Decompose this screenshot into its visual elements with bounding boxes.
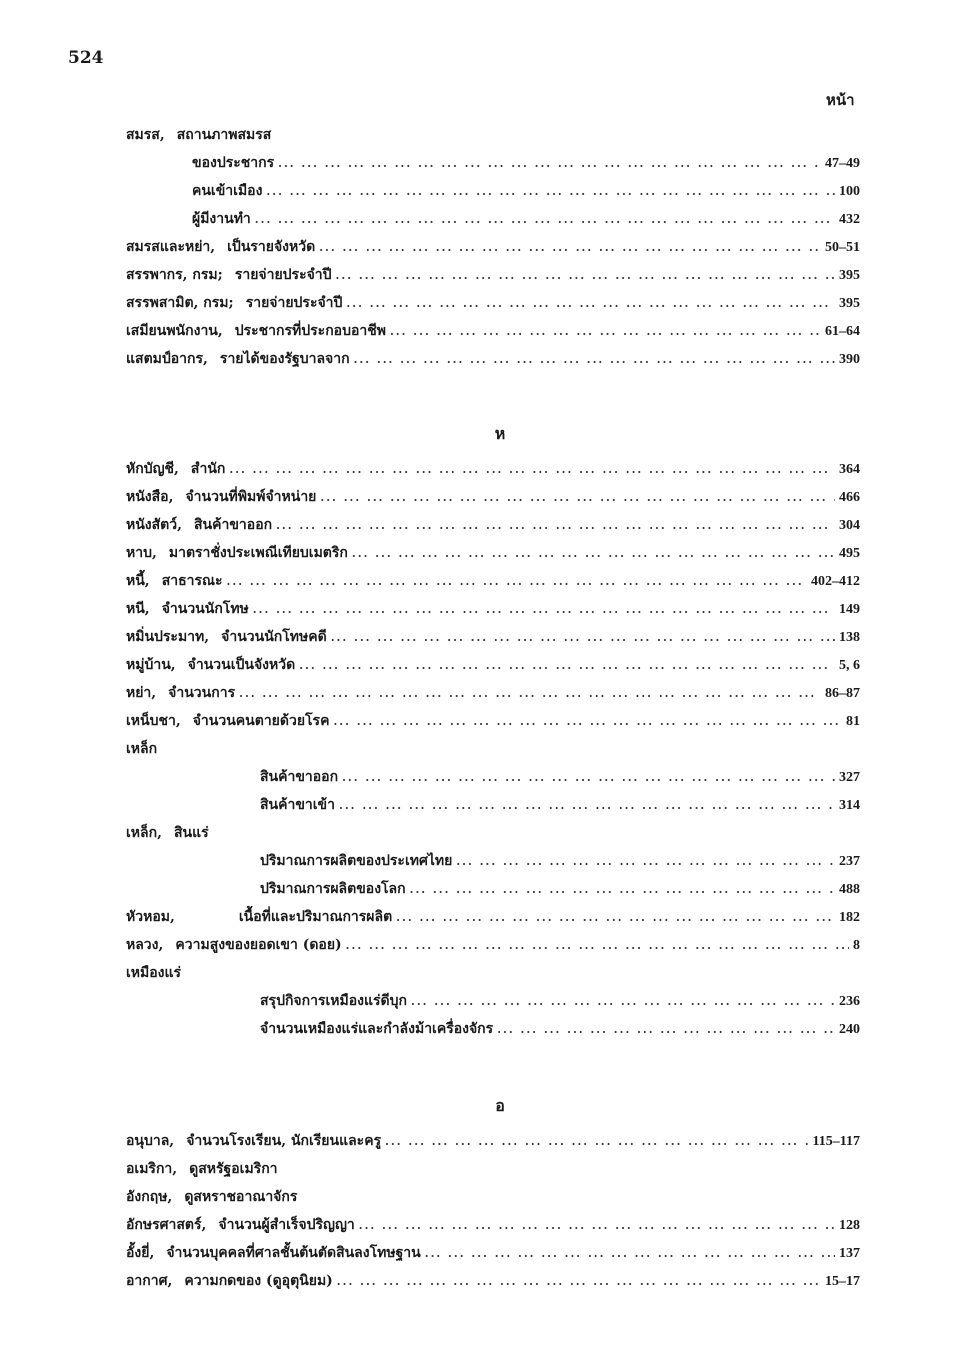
entry-term: หลวง, (126, 937, 164, 953)
entry-term: อั้งยี่, (126, 1245, 155, 1261)
page-reference: 138 (839, 630, 860, 645)
index-term (126, 654, 295, 676)
entry-term: หนังสัตว์, (126, 517, 183, 533)
dot-leader (410, 883, 835, 896)
page-reference: 390 (839, 352, 860, 367)
dot-leader (359, 1219, 835, 1232)
index-term (126, 738, 157, 760)
page-reference: 237 (839, 854, 860, 869)
index-entry (126, 458, 860, 482)
entry-subterm: สถานภาพสมรส (176, 127, 272, 143)
index-term (126, 514, 272, 536)
entry-subterm: จำนวนที่พิมพ์จำหน่าย (185, 489, 317, 505)
page-reference: 432 (839, 212, 860, 227)
entry-term: สมรส, (126, 127, 165, 143)
index-entry (126, 486, 860, 510)
index-entry (126, 264, 860, 288)
index-entry (126, 682, 860, 706)
entry-term: จำนวนเหมืองแร่และกำลังม้าเครื่องจักร (260, 1021, 494, 1037)
index-term (126, 348, 350, 370)
index-term (126, 934, 342, 956)
index-term (192, 180, 262, 202)
index-term (126, 570, 223, 592)
page-column-label: หน้า (826, 91, 855, 109)
index-entry (126, 348, 860, 372)
entry-term: หนังสือ, (126, 489, 174, 505)
index-entry (260, 794, 860, 818)
dot-leader (276, 519, 835, 532)
entry-subterm: สำนัก (190, 461, 226, 477)
index-entry (260, 766, 860, 790)
dot-leader (320, 491, 835, 504)
index-term (260, 878, 406, 900)
index-entry (126, 962, 860, 986)
entry-subterm: เนื้อที่และปริมาณการผลิต (238, 909, 393, 925)
dot-leader (497, 1023, 835, 1036)
index-entry (126, 320, 860, 344)
dot-leader (346, 939, 849, 952)
dot-leader (299, 659, 835, 672)
entry-term: สมรสและหย่า, (126, 239, 216, 255)
index-entry (126, 906, 860, 930)
index-term (126, 626, 327, 648)
dot-leader (346, 297, 835, 310)
index-term (260, 850, 452, 872)
index-term (260, 766, 338, 788)
index-term (260, 1018, 493, 1040)
entry-term: ผู้มีงานทำ (192, 211, 251, 227)
entry-term: ปริมาณการผลิตของโลก (260, 881, 406, 897)
index-term (126, 1214, 355, 1236)
entry-term: หักบัญชี, (126, 461, 179, 477)
dot-leader (337, 1275, 821, 1288)
index-entry (126, 626, 860, 650)
index-term (126, 1130, 381, 1152)
dot-leader (229, 463, 835, 476)
entry-term: อากาศ, (126, 1273, 173, 1289)
section-letter: อ (495, 1096, 505, 1115)
page-reference: 240 (839, 1022, 860, 1037)
page-reference: 137 (839, 1246, 860, 1261)
page-reference: 47–49 (825, 156, 860, 171)
entry-term: หมิ่นประมาท, (126, 629, 210, 645)
index-term (126, 822, 209, 844)
entry-subterm: ประชากรที่ประกอบอาชีพ (234, 323, 386, 339)
entry-term: หย่า, (126, 685, 157, 701)
index-term (126, 236, 315, 258)
index-entry (126, 654, 860, 678)
entry-term: ปริมาณการผลิตของประเทศไทย (260, 853, 453, 869)
entry-term: หมู่บ้าน, (126, 657, 176, 673)
index-entry (192, 180, 860, 204)
page-reference: 100 (839, 184, 860, 199)
entry-subterm: ดูสหราชอาณาจักร (184, 1189, 298, 1205)
page-reference: 395 (839, 296, 860, 311)
entry-term: อักษรศาสตร์, (126, 1217, 207, 1233)
dot-leader (239, 687, 821, 700)
page-number: 524 (68, 48, 104, 68)
dot-leader (266, 185, 835, 198)
page-reference: 128 (839, 1218, 860, 1233)
index-term (126, 962, 181, 984)
index-term (126, 264, 332, 286)
entry-subterm: จำนวนบุคคลที่ศาลชั้นต้นตัดสินลงโทษฐาน (166, 1245, 421, 1261)
entry-subterm: จำนวนโรงเรียน, นักเรียนและครู (186, 1133, 382, 1149)
entry-subterm: สาธารณะ (161, 573, 223, 589)
dot-leader (336, 269, 835, 282)
entry-subterm: สินแร่ (173, 825, 209, 841)
dot-leader (342, 771, 835, 784)
index-entry (126, 934, 860, 958)
entry-term: เหล็ก, (126, 825, 162, 841)
entry-term: เหน็บชา, (126, 713, 181, 729)
index-term (260, 990, 407, 1012)
entry-term: อเมริกา, (126, 1161, 178, 1177)
index-entry (126, 542, 860, 566)
page-reference: 8 (853, 938, 860, 953)
page-reference: 488 (839, 882, 860, 897)
entry-term: สินค้าขาออก (260, 769, 339, 785)
index-entry (192, 152, 860, 176)
index-entry (126, 292, 860, 316)
index-entry (126, 738, 860, 762)
entry-subterm: รายจ่ายประจำปี (245, 295, 343, 311)
index-entry (260, 990, 860, 1014)
dot-leader (331, 631, 835, 644)
index-term (192, 208, 251, 230)
dot-leader (390, 325, 821, 338)
page-reference: 364 (839, 462, 860, 477)
entry-term: คนเข้าเมือง (192, 183, 263, 199)
index-entry (192, 208, 860, 232)
entry-term: เหล็ก (126, 741, 158, 757)
entry-subterm: จำนวนผู้สำเร็จปริญญา (218, 1217, 355, 1233)
index-term (126, 1158, 278, 1180)
entry-subterm: จำนวนนักโทษคดี (221, 629, 327, 645)
index-entry (126, 1158, 860, 1182)
dot-leader (411, 995, 835, 1008)
dot-leader (227, 575, 807, 588)
entry-term: สรุปกิจการเหมืองแร่ดีบุก (260, 993, 407, 1009)
index-entry (126, 124, 860, 148)
entry-subterm: รายได้ของรัฐบาลจาก (219, 351, 350, 367)
page-reference: 86–87 (825, 686, 860, 701)
index-entry (126, 710, 860, 734)
entry-term: อนุบาล, (126, 1133, 175, 1149)
dot-leader (396, 911, 835, 924)
index-entry (126, 1270, 860, 1294)
section-letter: ห (494, 424, 506, 443)
index-term (126, 124, 271, 146)
entry-term: แสตมป์อากร, (126, 351, 208, 367)
entry-subterm: ความกดของ (ดูอุตุนิยม) (184, 1273, 333, 1289)
entry-subterm: ความสูงของยอดเขา (ดอย) (175, 937, 342, 953)
index-term (126, 458, 225, 480)
dot-leader (319, 241, 821, 254)
entry-term: หนี้, (126, 573, 150, 589)
entry-subterm: ดูสหรัฐอเมริกา (189, 1161, 278, 1177)
entry-term: หาบ, (126, 545, 157, 561)
index-term (126, 320, 386, 342)
page-reference: 304 (839, 518, 860, 533)
index-entry (126, 514, 860, 538)
index-term (260, 794, 335, 816)
index-term (126, 1186, 297, 1208)
page-reference: 466 (839, 490, 860, 505)
dot-leader (253, 603, 835, 616)
index-term (126, 906, 392, 928)
index-entry (260, 878, 860, 902)
entry-term: สรรพากร, กรม; (126, 267, 223, 283)
dot-leader (255, 213, 835, 226)
index-entry (126, 1186, 860, 1210)
index-entry (126, 822, 860, 846)
entry-term: หัวหอม, (126, 909, 175, 925)
index-term (126, 486, 316, 508)
index-term (192, 152, 274, 174)
dot-leader (354, 353, 835, 366)
page-reference: 236 (839, 994, 860, 1009)
dot-leader (456, 855, 835, 868)
index-term (126, 598, 249, 620)
entry-term: สินค้าขาเข้า (260, 797, 335, 813)
entry-subterm: จำนวนการ (168, 685, 236, 701)
dot-leader (385, 1135, 808, 1148)
dot-leader (278, 157, 821, 170)
index-entry (126, 1214, 860, 1238)
entry-subterm: จำนวนเป็นจังหวัด (187, 657, 296, 673)
entry-subterm: จำนวนนักโทษ (161, 601, 249, 617)
index-entry (126, 1130, 860, 1154)
page-reference: 182 (839, 910, 860, 925)
index-term (126, 542, 348, 564)
entry-term: หนี, (126, 601, 150, 617)
page-reference: 495 (839, 546, 860, 561)
dot-leader (333, 715, 842, 728)
index-entry (126, 570, 860, 594)
index-entry (260, 850, 860, 874)
page-reference: 81 (846, 714, 860, 729)
entry-term: เสมียนพนักงาน, (126, 323, 223, 339)
entry-term: สรรพสามิต, กรม; (126, 295, 234, 311)
entry-term: ของประชากร (192, 155, 275, 171)
entry-subterm: เป็นรายจังหวัด (227, 239, 316, 255)
index-entry (260, 1018, 860, 1042)
entry-subterm: จำนวนคนตายด้วยโรค (192, 713, 330, 729)
dot-leader (352, 547, 835, 560)
page-reference: 15–17 (825, 1274, 860, 1289)
index-term (126, 292, 342, 314)
dot-leader (425, 1247, 835, 1260)
page-reference: 149 (839, 602, 860, 617)
index-entry (126, 236, 860, 260)
entry-subterm: รายจ่ายประจำปี (234, 267, 332, 283)
index-entry (126, 598, 860, 622)
page-reference: 402–412 (811, 574, 860, 589)
page-reference: 61–64 (825, 324, 860, 339)
page-reference: 5, 6 (839, 658, 860, 673)
page-reference: 327 (839, 770, 860, 785)
entry-subterm: มาตราชั่งประเพณีเทียบเมตริก (168, 545, 348, 561)
entry-term: อังกฤษ, (126, 1189, 173, 1205)
page-reference: 50–51 (825, 240, 860, 255)
page-reference: 115–117 (812, 1134, 860, 1149)
page-reference: 314 (839, 798, 860, 813)
index-term (126, 710, 329, 732)
page-reference: 395 (839, 268, 860, 283)
index-term (126, 682, 235, 704)
entry-term: เหมืองแร่ (126, 965, 182, 981)
index-entry (126, 1242, 860, 1266)
entry-subterm: สินค้าขาออก (194, 517, 273, 533)
index-term (126, 1242, 421, 1264)
dot-leader (339, 799, 835, 812)
index-term (126, 1270, 333, 1292)
